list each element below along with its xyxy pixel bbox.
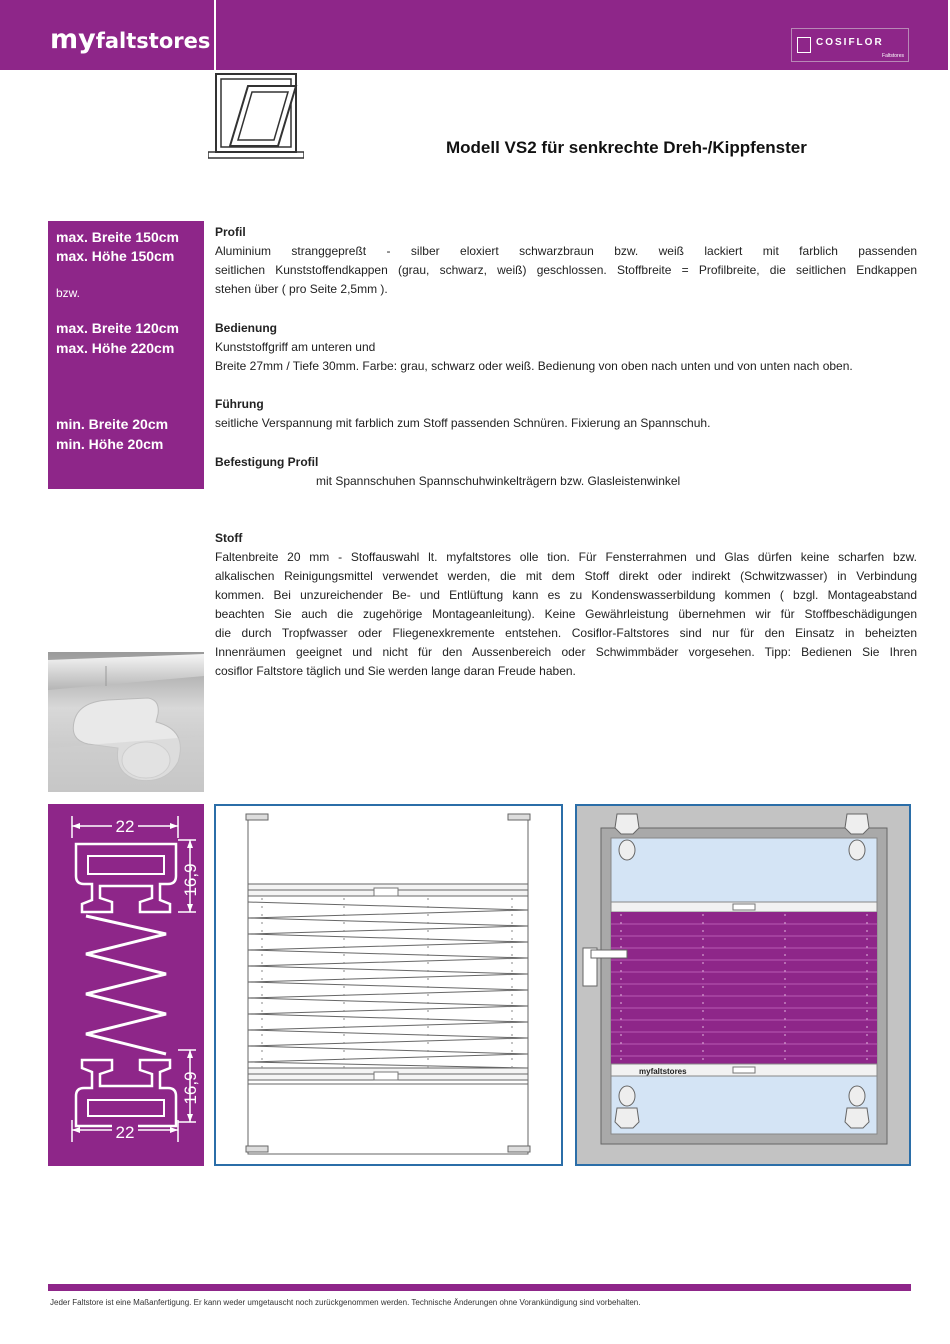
dim-height-bottom: 16,9 [181,1071,200,1105]
tilt-window-icon [208,72,304,162]
spec-or: bzw. [56,286,81,300]
section-heading-profil: Profil [215,225,246,239]
dim-height-top: 16,9 [181,863,200,897]
footer-disclaimer: Jeder Faltstore ist eine Maßanfertigung. Er kann weder umgetauscht noch zurückgenommen werden. Technische Änderungen ohne Vorankündigung sind vorbehalten. [50,1298,641,1307]
section-heading-stoff: Stoff [215,531,243,545]
brand-logo: myfaltstores [50,24,211,55]
dim-width-top: 22 [115,817,135,836]
specs-box [48,221,204,489]
section-text-befestigung: mit Spannschuhen Spannschuhwinkelträgern bzw. Glasleistenwinkel [316,474,681,488]
section-heading-fuehrung: Führung [215,397,264,411]
profile-cross-section [48,804,204,1166]
spec-max-height: max. Höhe 150cm [56,248,175,264]
section-text-bedienung: Kunststoffgriff am unteren und Breite 27mm / Tiefe 30mm. Farbe: grau, schwarz oder weiß. Bedienung von oben nach unten und von unten nach oben. [215,340,853,373]
spec-max-width-alt: max. Breite 120cm [56,320,179,336]
spec-min-height: min. Höhe 20cm [56,436,164,452]
blind-diagram-purple [575,804,911,1166]
section-text-fuehrung: seitliche Verspannung mit farblich zum Stoff passenden Schnüren. Fixierung an Spannschuh. [215,416,711,430]
section-heading-befestigung: Befestigung Profil [215,455,319,469]
partner-logo: COSIFLOR Faltstores [791,28,909,62]
header-divider [214,0,216,70]
handle-photo [48,652,204,792]
section-text-profil: Aluminium stranggepreßt - silber eloxiert schwarzbraun bzw. weiß lackiert mit farblich passenden seitlichen Kunststoffendkappen (grau, schwarz, weiß) geschlossen. Stoffbreite = Profilbreite, die seitlichen Endkappen stehen über ( pro Seite 2,5mm ). [215,244,917,296]
spec-max-width: max. Breite 150cm [56,229,179,245]
spec-min-width: min. Breite 20cm [56,416,169,432]
footer-bar [48,1284,911,1291]
blind-brand-label: myfaltstores [639,1067,687,1076]
dim-width-bottom: 22 [115,1123,135,1142]
page-title: Modell VS2 für senkrechte Dreh-/Kippfenster [446,138,807,157]
spec-max-height-alt: max. Höhe 220cm [56,340,175,356]
section-heading-bedienung: Bedienung [215,321,277,335]
blind-diagram-white [214,804,563,1166]
cosiflor-icon [797,37,811,53]
section-text-stoff: Faltenbreite 20 mm - Stoffauswahl lt. myfaltstores olle tion. Für Fensterrahmen und Glas dürfen keine scharfen bzw. alkalischen Reinigungsmittel verwendet werden, die mit dem Stoff direkt oder indirekt (Schwitzwasser) in Verbindung kommen. Bei unzureichender Be- und Entlüftung kann es zu Kondenswasserbildung kommen ( bzgl. Montageabstand beachten Sie auch die zugehörige Montageanleitung). Keine Gewährleistung übernehmen wir für Stoffbeschädigungen die durch Tropfwasser oder Fliegenexkremente entstehen. Cosiflor-Faltstores sind nur für den Einsatz in beheizten Innenräumen geeignet und nicht für den Aussenbereich oder Schwimmbäder vorgesehen. Tipp: Bedienen Sie Ihren cosiflor Faltstore täglich und Sie werden lange daran Freude haben. [215,550,917,678]
